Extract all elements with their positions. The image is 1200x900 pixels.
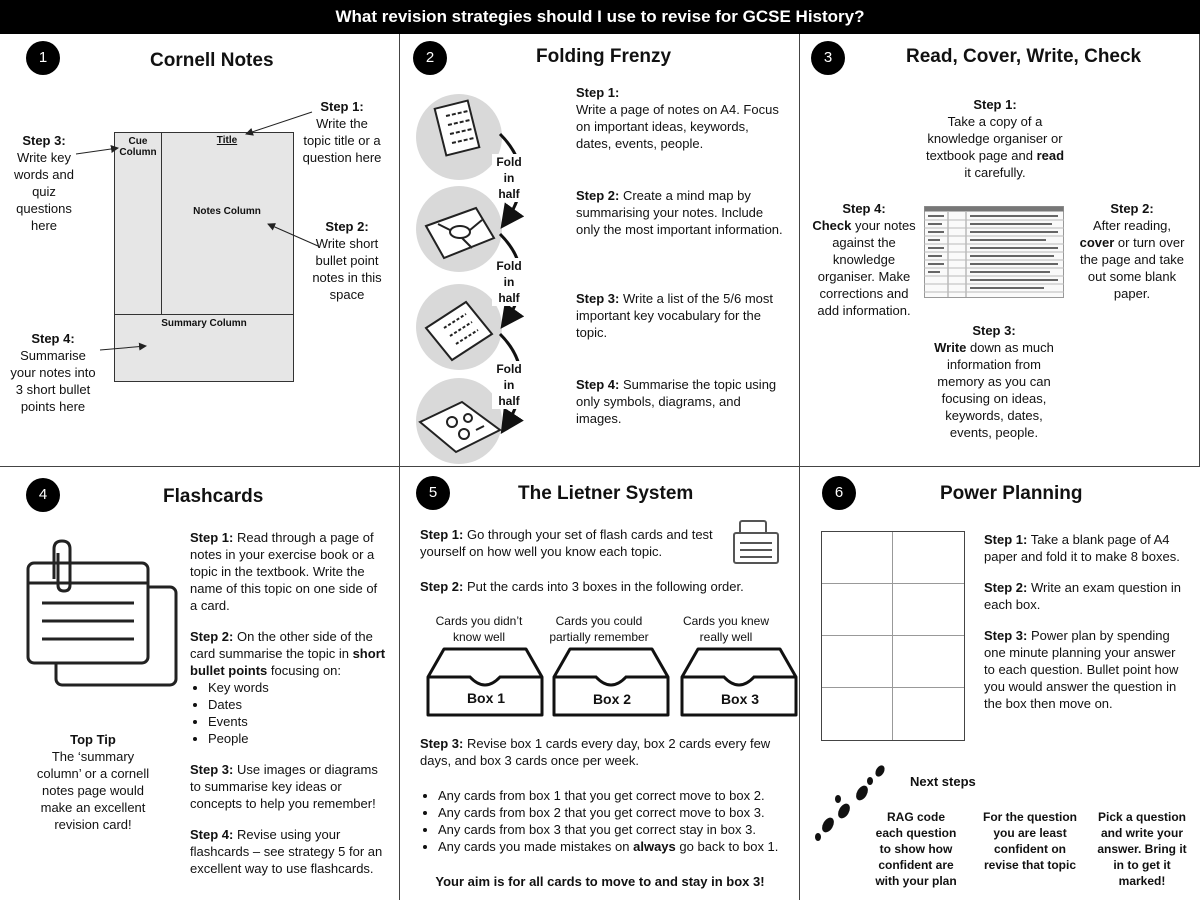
fold-label-2: Fold in half (492, 258, 526, 306)
notes-column-label: Notes Column (193, 206, 261, 217)
box-3-caption: Cards you knew really well (682, 614, 770, 644)
grid-cell (893, 636, 964, 688)
box-1-caption: Cards you didn’t know well (435, 614, 523, 644)
box-1-tray (426, 647, 546, 719)
card-file-icon (732, 517, 782, 565)
panel-flashcards (0, 467, 400, 900)
rcwc-step-3: Step 3: Write down as much information from memory as you can focusing on ideas, keywords, dates, events, people. (934, 323, 1054, 440)
cornell-step-3: Step 3: Write key words and quiz questions here (14, 133, 74, 233)
list-item: • Any cards from box 3 that you get correct stay in box 3. (438, 821, 798, 838)
grid-cell (893, 532, 964, 584)
folding-step-1: Step 1: Write a page of notes on A4. Focus on important ideas, keywords, dates, events, people. (576, 85, 779, 151)
lietner-rules (420, 787, 798, 855)
power-step-2: Step 2: Write an exam question in each box. (984, 580, 1182, 612)
lietner-step-1: Step 1: Go through your set of flash cards and test yourself on how well you know each topic. (420, 527, 713, 559)
box-3-label: Box 3 (720, 691, 760, 707)
panel-number: 3 (811, 41, 845, 75)
panel-power-planning (800, 467, 1200, 900)
lietner-step-3: Step 3: Revise box 1 cards every day, box 2 cards every few days, and box 3 cards once per week. (420, 736, 771, 768)
panel-cornell-notes (0, 34, 400, 467)
box-2-caption: Cards you could partially remember (549, 614, 649, 644)
flashcards-bullets (190, 679, 386, 747)
fold-label-3: Fold in half (492, 361, 526, 409)
lietner-step-2: Step 2: Put the cards into 3 boxes in the following order. (420, 579, 744, 594)
panel-title: Flashcards (163, 486, 264, 507)
panel-number: 2 (413, 41, 447, 75)
fold-arrows (400, 34, 560, 467)
rcwc-step-4: Step 4: Check your notes against the knowledge organiser. Make corrections and add information. (812, 201, 916, 318)
panel-title: Read, Cover, Write, Check (906, 46, 1142, 67)
panel-title: Power Planning (940, 483, 1083, 504)
panel-read-cover-write-check (800, 34, 1200, 467)
grid-cell (822, 636, 893, 688)
folding-step-2: Step 2: Create a mind map by summarising your notes. Include only the most important information. (576, 188, 783, 237)
power-step-3: Step 3: Power plan by spending one minute planning your answer to each question. Bullet point how you would answer the question in the box then move on. (984, 628, 1179, 711)
power-step-1: Step 1: Take a blank page of A4 paper and fold it to make 8 boxes. (984, 532, 1180, 564)
panel-folding-frenzy (400, 34, 800, 467)
box-1-label: Box 1 (466, 690, 506, 706)
panel-title: Folding Frenzy (536, 46, 672, 67)
rcwc-step-1: Step 1: Take a copy of a knowledge organiser or textbook page and read it carefully. (925, 97, 1065, 180)
panel-number: 5 (416, 476, 450, 510)
grid-cell (893, 688, 964, 740)
box-2-tray (552, 647, 672, 719)
list-item: • People (208, 730, 386, 747)
cornell-step-4: Step 4: Summarise your notes into 3 short bullet points here (10, 331, 96, 414)
panel-number: 6 (822, 476, 856, 510)
top-tip: Top Tip The ‘summary column’ or a cornell notes page would make an excellent revision card! (36, 732, 150, 832)
list-item: • Any cards from box 1 that you get correct move to box 2. (438, 787, 798, 804)
knowledge-organiser-thumbnail (924, 204, 1064, 298)
list-item: • Key words (208, 679, 386, 696)
next-step-2: For the question you are least confident on revise that topic (983, 810, 1077, 872)
folding-step-3: Step 3: Write a list of the 5/6 most important key vocabulary for the topic. (576, 291, 774, 340)
list-item: • Events (208, 713, 386, 730)
panel-number: 1 (26, 41, 60, 75)
fold-label-1: Fold in half (492, 154, 526, 202)
flashcards-step-4: Step 4: Revise using your flashcards – see strategy 5 for an excellent way to use flashcards. (190, 827, 383, 876)
lietner-aim: Your aim is for all cards to move to and stay in box 3! (435, 874, 765, 889)
panel-lietner-system (400, 467, 800, 900)
flashcards-icon (20, 539, 180, 689)
flashcards-step-1: Step 1: Read through a page of notes in your exercise book or a topic in the textbook. Write the name of this topic on one side of a card. (190, 530, 378, 613)
grid-cell (893, 584, 964, 636)
flashcards-step-2: Step 2: On the other side of the card summarise the topic in short bullet points focusing on: • Key words • Dates • Events • People (190, 628, 386, 747)
panel-number: 4 (26, 478, 60, 512)
flashcards-steps (190, 529, 386, 891)
list-item: • Dates (208, 696, 386, 713)
summary-column-label: Summary Column (161, 318, 247, 329)
power-planning-grid (821, 531, 965, 741)
folding-step-4: Step 4: Summarise the topic using only symbols, diagrams, and images. (576, 377, 777, 426)
cornell-step-1: Step 1: Write the topic title or a question here (302, 99, 382, 165)
cornell-arrows (0, 34, 400, 467)
panel-title: The Lietner System (518, 483, 694, 504)
box-3-tray (680, 647, 800, 719)
grid-cell (822, 584, 893, 636)
next-steps-heading: Next steps (910, 774, 976, 789)
panel-title: Cornell Notes (150, 50, 274, 71)
list-item: • Any cards from box 2 that you get correct move to box 3. (438, 804, 798, 821)
rcwc-step-2: Step 2: After reading, cover or turn over the page and take out some blank paper. (1079, 201, 1185, 301)
cue-column-label: Cue Column (119, 136, 157, 158)
page-banner: What revision strategies should I use to revise for GCSE History? (0, 0, 1200, 34)
box-2-label: Box 2 (592, 691, 632, 707)
grid-cell (822, 688, 893, 740)
title-column-label: Title (216, 135, 238, 146)
power-steps (984, 531, 1186, 726)
cornell-step-2: Step 2: Write short bullet point notes in this space (312, 219, 382, 302)
flashcards-step-3: Step 3: Use images or diagrams to summarise key ideas or concepts to help you remember! (190, 762, 378, 811)
list-item: • Any cards you made mistakes on always go back to box 1. (438, 838, 798, 855)
next-step-1: RAG code each question to show how confident are with your plan (875, 810, 957, 888)
grid-cell (822, 532, 893, 584)
next-step-3: Pick a question and write your answer. Bring it in to get it marked! (1097, 810, 1187, 888)
